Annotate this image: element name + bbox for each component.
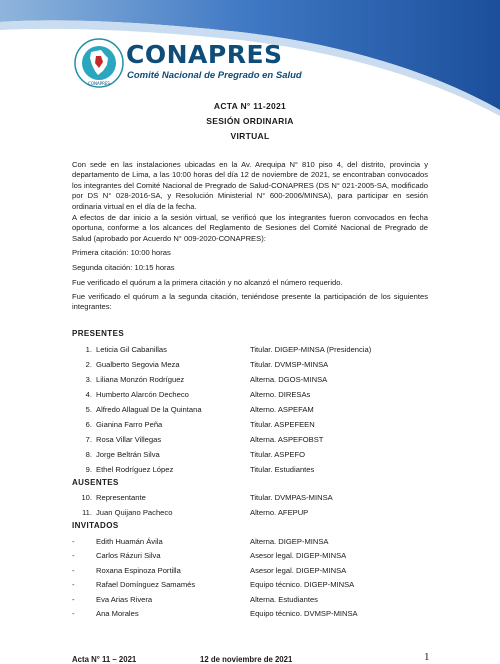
item-number: 7. xyxy=(85,435,92,444)
item-bullet: - xyxy=(72,595,75,604)
list-item xyxy=(72,375,432,386)
member-name: Jorge Beltrán Silva xyxy=(96,450,160,459)
member-name: Alfredo Allagual De la Quintana xyxy=(96,405,202,414)
member-name: Gualberto Segovia Meza xyxy=(96,360,180,369)
guest-role: Equipo técnico. DVMSP-MINSA xyxy=(250,609,358,618)
member-name: Liliana Monzón Rodríguez xyxy=(96,375,185,384)
invitados-heading: INVITADOS xyxy=(72,521,119,530)
footer-acta-number: Acta N° 11 – 2021 xyxy=(72,655,137,664)
list-item xyxy=(72,465,432,476)
list-item xyxy=(72,493,432,504)
item-number: 8. xyxy=(85,450,92,459)
session-title: SESIÓN ORDINARIA xyxy=(206,116,294,126)
presentes-heading: PRESENTES xyxy=(72,329,125,338)
intro-paragraph: Con sede en las instalaciones ubicadas en la Av. Arequipa N° 810 piso 4, del distrito, provincia y departamento de Lima, a las 10:00 horas del día 12 de noviembre de 2021, se encontraban convocados los integrantes del Comité Nacional de Pregrado de Salud-CONAPRES (DS N° 021-2005-SA, modificado por DS N° 028-2016-SA, y Resolución Ministerial N° 600-2006/MINSA), para participar en sesión ordinaria virtual en el día de la fecha. xyxy=(72,160,428,211)
footer-date: 12 de noviembre de 2021 xyxy=(200,655,293,664)
ausentes-heading: AUSENTES xyxy=(72,478,119,487)
first-call: Primera citación: 10:00 horas xyxy=(72,248,171,257)
list-item xyxy=(72,580,432,591)
list-item xyxy=(72,435,432,446)
item-number: 5. xyxy=(85,405,92,414)
guest-name: Ana Morales xyxy=(96,609,139,618)
quorum-first: Fue verificado el quórum a la primera citación y no alcanzó el número requerido. xyxy=(72,278,343,287)
logo-ring-text: CONAPRES xyxy=(88,81,110,86)
second-call: Segunda citación: 10:15 horas xyxy=(72,263,175,272)
item-number: 6. xyxy=(85,420,92,429)
member-role: Alterno. DIRESAs xyxy=(250,390,311,399)
item-number: 1. xyxy=(85,345,92,354)
list-item xyxy=(72,345,432,356)
guest-name: Edith Huamán Ávila xyxy=(96,537,163,546)
member-name: Juan Quijano Pacheco xyxy=(96,508,173,517)
member-name: Leticia Gil Cabanillas xyxy=(96,345,167,354)
member-role: Titular. DVMSP-MINSA xyxy=(250,360,329,369)
list-item xyxy=(72,566,432,577)
list-item xyxy=(72,609,432,620)
list-item xyxy=(72,508,432,519)
item-number: 4. xyxy=(85,390,92,399)
page-number: 1 xyxy=(424,651,430,663)
quorum-second: Fue verificado el quórum a la segunda citación, teniéndose presente la participación de los siguientes integrantes: xyxy=(72,292,428,312)
member-name: Rosa Villar Villegas xyxy=(96,435,162,444)
member-name: Ethel Rodríguez López xyxy=(96,465,174,474)
list-item xyxy=(72,450,432,461)
list-item xyxy=(72,360,432,371)
conapres-logo xyxy=(74,38,124,88)
item-number: 3. xyxy=(85,375,92,384)
member-role: Titular. ASPEFEEN xyxy=(250,420,315,429)
member-name: Representante xyxy=(96,493,146,502)
guest-role: Alterna. DIGEP-MINSA xyxy=(250,537,329,546)
item-bullet: - xyxy=(72,609,75,618)
list-item xyxy=(72,405,432,416)
item-bullet: - xyxy=(72,580,75,589)
acta-title: ACTA N° 11-2021 xyxy=(213,101,287,111)
member-role: Titular. ASPEFO xyxy=(250,450,306,459)
list-item xyxy=(72,595,432,606)
member-name: Gianina Farro Peña xyxy=(96,420,163,429)
item-number: 9. xyxy=(85,465,92,474)
item-number: 10. xyxy=(81,493,92,502)
guest-role: Asesor legal. DIGEP-MINSA xyxy=(250,551,347,560)
member-role: Titular. DIGEP-MINSA (Presidencia) xyxy=(250,345,372,354)
item-number: 11. xyxy=(82,508,92,517)
guest-name: Carlos Rázuri Silva xyxy=(96,551,161,560)
member-name: Humberto Alarcón Decheco xyxy=(96,390,189,399)
list-item xyxy=(72,537,432,548)
guest-role: Equipo técnico. DIGEP-MINSA xyxy=(250,580,355,589)
list-item xyxy=(72,390,432,401)
item-bullet: - xyxy=(72,537,75,546)
guest-role: Alterna. Estudiantes xyxy=(250,595,318,604)
brand-subtitle: Comité Nacional de Pregrado en Salud xyxy=(127,70,302,81)
item-number: 2. xyxy=(85,360,92,369)
member-role: Titular. DVMPAS-MINSA xyxy=(250,493,333,502)
guest-name: Eva Arias Rivera xyxy=(96,595,153,604)
guest-role: Asesor legal. DIGEP-MINSA xyxy=(250,566,347,575)
member-role: Titular. Estudiantes xyxy=(250,465,315,474)
item-bullet: - xyxy=(72,551,75,560)
item-bullet: - xyxy=(72,566,75,575)
member-role: Alterno. ASPEFAM xyxy=(250,405,314,414)
guest-name: Rafael Domínguez Samamés xyxy=(96,580,196,589)
brand-name: CONAPRES xyxy=(126,40,283,69)
member-role: Alterna. ASPEFOBST xyxy=(250,435,324,444)
list-item xyxy=(72,420,432,431)
verification-paragraph: A efectos de dar inicio a la sesión virtual, se verificó que los integrantes fueron convocados en fecha oportuna, conforme a los alcances del Reglamento de Sesiones del Comité Nacional de Pregrado de Salud (aprobado por Acuerdo N° 009-2020-CONAPRES): xyxy=(72,213,428,243)
member-role: Alterna. DGOS-MINSA xyxy=(250,375,328,384)
list-item xyxy=(72,551,432,562)
guest-name: Roxana Espinoza Portilla xyxy=(96,566,181,575)
member-role: Alterno. AFEPUP xyxy=(250,508,309,517)
session-mode: VIRTUAL xyxy=(230,131,270,141)
